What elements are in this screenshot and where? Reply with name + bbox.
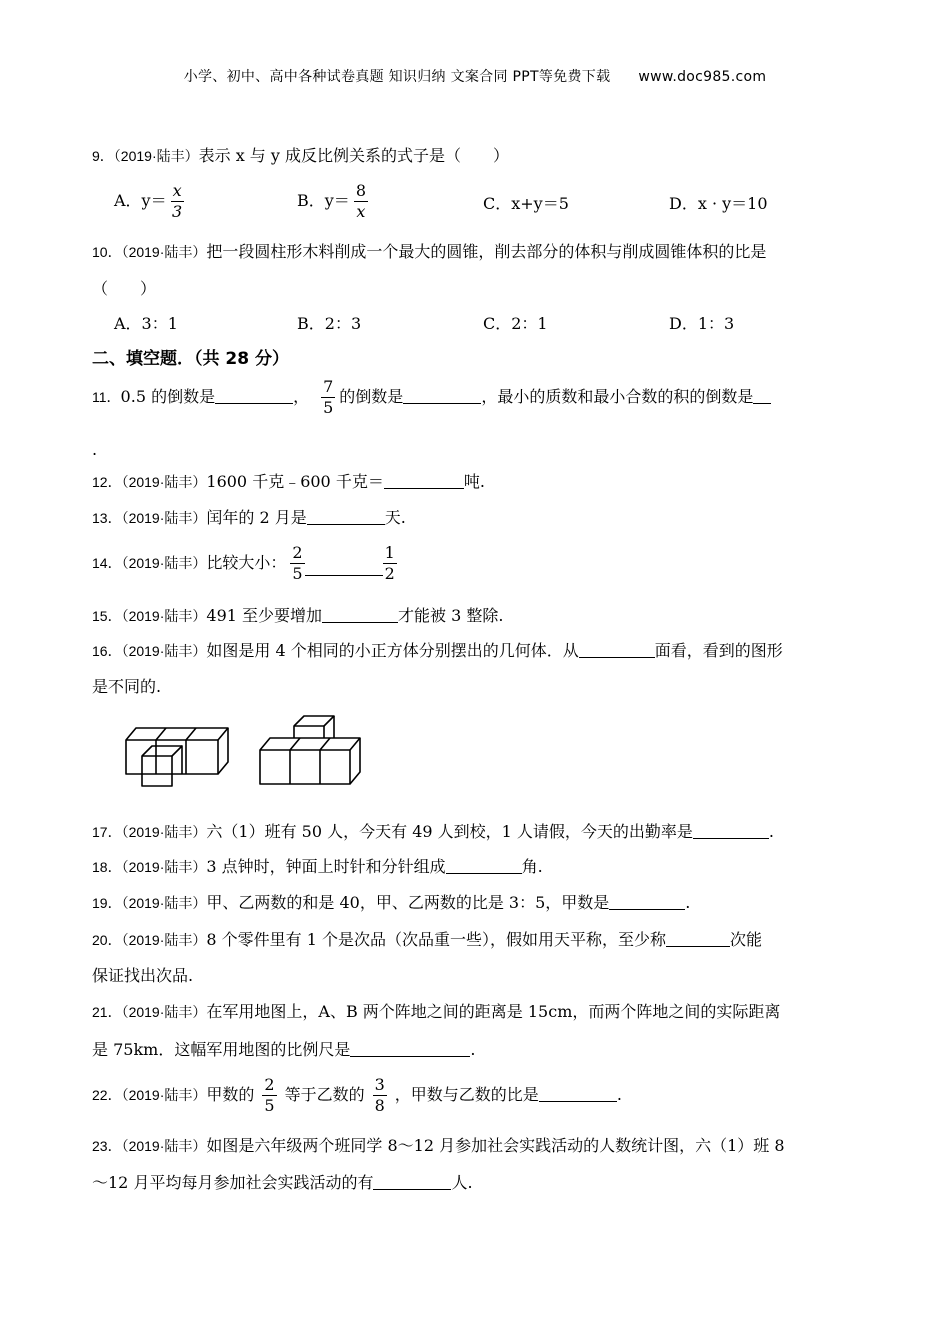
question-14 <box>92 543 862 584</box>
answer-blank[interactable] <box>215 388 293 404</box>
question-number: 14． <box>92 555 122 571</box>
source-tag: （2019·陆丰） <box>121 1004 207 1020</box>
question-16 <box>92 641 862 661</box>
question-number: 21． <box>92 1004 122 1020</box>
question-21 <box>92 1002 862 1022</box>
question-number: 17． <box>92 824 122 840</box>
question-text: 面看，看到的图形 <box>654 641 783 660</box>
question-20-line2: 保证找出次品. <box>92 966 194 985</box>
question-10 <box>92 242 862 262</box>
option-label: A．y＝ <box>114 191 167 210</box>
source-tag: （2019·陆丰） <box>121 555 207 571</box>
answer-blank[interactable] <box>305 560 383 576</box>
denominator: 8 <box>374 1096 385 1115</box>
answer-blank[interactable] <box>384 473 464 489</box>
section-title: 二、填空题．（共 28 分） <box>92 349 289 369</box>
question-text: 才能被 3 整除. <box>398 606 504 625</box>
denominator: 5 <box>292 564 303 583</box>
question-15 <box>92 606 862 626</box>
source-tag: （2019·陆丰） <box>121 244 207 260</box>
source-tag: （2019·陆丰） <box>121 932 207 948</box>
answer-blank[interactable] <box>693 823 769 839</box>
option-d: D．x · y＝10 <box>669 194 768 213</box>
question-text: 是 75km．这幅军用地图的比例尺是 <box>92 1040 351 1059</box>
question-number: 23． <box>92 1138 122 1154</box>
question-number: 13． <box>92 510 122 526</box>
answer-blank[interactable] <box>350 1041 470 1057</box>
option-a <box>114 181 188 222</box>
question-text: 在军用地图上，A、B 两个阵地之间的距离是 15cm，而两个阵地之间的实际距离 <box>206 1002 781 1021</box>
source-tag: （2019·陆丰） <box>121 474 207 490</box>
numerator: 7 <box>323 377 334 396</box>
question-text: . <box>470 1040 476 1059</box>
question-text: 甲、乙两数的和是 40，甲、乙两数的比是 3：5，甲数是 <box>206 893 610 912</box>
question-text: 表示 x 与 y 成反比例关系的式子是（ ） <box>198 146 510 165</box>
question-text: 如图是六年级两个班同学 8～12 月参加社会实践活动的人数统计图，六（1）班 8 <box>206 1136 785 1155</box>
answer-blank[interactable] <box>539 1086 617 1102</box>
question-number: 11． <box>92 389 121 405</box>
question-text: 0.5 的倒数是 <box>120 387 216 406</box>
answer-blank[interactable] <box>403 388 481 404</box>
question-text: ，最小的质数和最小合数的积的倒数是 <box>481 387 754 406</box>
question-number: 15． <box>92 608 122 624</box>
fraction <box>321 377 335 418</box>
cube-figure-1 <box>120 712 235 788</box>
question-text: 8 个零件里有 1 个是次品（次品重一些），假如用天平称，至少称 <box>206 930 667 949</box>
answer-blank[interactable] <box>579 642 655 658</box>
answer-blank[interactable] <box>373 1174 451 1190</box>
question-20 <box>92 930 862 950</box>
question-text: 六（1）班有 50 人，今天有 49 人到校，1 人请假，今天的出勤率是 <box>206 822 693 841</box>
fraction <box>290 543 304 584</box>
denominator: x <box>356 202 366 221</box>
question-number: 19． <box>92 895 122 911</box>
source-tag: （2019·陆丰） <box>113 148 199 164</box>
question-12 <box>92 472 862 492</box>
denominator: 3 <box>172 202 183 221</box>
separator: ， <box>293 387 310 406</box>
question-16-line2: 是不同的. <box>92 677 162 696</box>
question-text: 等于乙数的 <box>284 1085 365 1104</box>
question-9 <box>92 146 862 166</box>
question-number: 20． <box>92 932 122 948</box>
question-number: 9． <box>92 148 114 164</box>
source-tag: （2019·陆丰） <box>121 1087 207 1103</box>
question-number: 10． <box>92 244 122 260</box>
question-text: 如图是用 4 个相同的小正方体分别摆出的几何体．从 <box>206 641 579 660</box>
question-text: 闰年的 2 月是 <box>206 508 307 527</box>
answer-blank[interactable] <box>666 931 730 947</box>
question-13 <box>92 508 862 528</box>
source-tag: （2019·陆丰） <box>121 824 207 840</box>
question-text: ～12 月平均每月参加社会实践活动的有 <box>92 1173 374 1192</box>
question-text: 把一段圆柱形木料削成一个最大的圆锥，削去部分的体积与削成圆锥体积的比是 <box>206 242 767 261</box>
fraction <box>171 181 184 222</box>
option-c: C．x+y＝5 <box>483 194 569 213</box>
question-21-line2 <box>92 1040 862 1060</box>
question-number: 16． <box>92 643 122 659</box>
source-tag: （2019·陆丰） <box>121 895 207 911</box>
question-number: 18． <box>92 859 122 875</box>
question-text: . <box>616 1085 622 1104</box>
question-text: 比较大小： <box>206 553 287 572</box>
question-22 <box>92 1075 862 1116</box>
question-text: 甲数的 <box>206 1085 255 1104</box>
question-text: 1600 千克﹣600 千克＝ <box>206 472 384 491</box>
fraction <box>354 181 368 222</box>
option-b <box>297 181 372 222</box>
page-header <box>0 66 950 86</box>
question-text: ，甲数与乙数的比是 <box>394 1085 539 1104</box>
numerator: x <box>172 181 182 200</box>
answer-blank[interactable] <box>446 858 522 874</box>
question-text: 角. <box>521 857 543 876</box>
answer-blank[interactable] <box>307 509 385 525</box>
question-text: . <box>768 822 774 841</box>
question-text: 次能 <box>730 930 763 949</box>
option-label: B．y＝ <box>297 191 350 210</box>
source-tag: （2019·陆丰） <box>121 608 207 624</box>
fraction <box>383 543 397 584</box>
header-text: 小学、初中、高中各种试卷真题 知识归纳 文案合同 PPT等免费下载 <box>183 69 611 85</box>
answer-paren: （ ） <box>92 279 157 298</box>
question-text: 491 至少要增加 <box>206 606 323 625</box>
source-tag: （2019·陆丰） <box>121 859 207 875</box>
question-text: . <box>685 893 691 912</box>
fraction <box>262 1075 276 1116</box>
cube-figure-2 <box>254 712 369 788</box>
numerator: 2 <box>292 543 303 562</box>
question-text: 3 点钟时，钟面上时针和分针组成 <box>206 857 446 876</box>
question-number: 12． <box>92 474 122 490</box>
question-18 <box>92 857 862 877</box>
question-text: 人. <box>451 1173 473 1192</box>
source-tag: （2019·陆丰） <box>121 643 207 659</box>
question-11 <box>92 377 862 418</box>
question-17 <box>92 822 862 842</box>
denominator: 2 <box>384 564 395 583</box>
header-url[interactable]: www.doc985.com <box>638 69 767 85</box>
question-text: 天. <box>384 508 406 527</box>
numerator: 1 <box>384 543 395 562</box>
question-text: 吨. <box>463 472 485 491</box>
numerator: 8 <box>355 181 366 200</box>
denominator: 5 <box>264 1096 275 1115</box>
option-a: A．3：1 <box>114 314 178 333</box>
denominator: 5 <box>323 398 334 417</box>
numerator: 3 <box>374 1075 385 1094</box>
question-text: 的倒数是 <box>339 387 404 406</box>
numerator: 2 <box>264 1075 275 1094</box>
option-c: C．2：1 <box>483 314 548 333</box>
option-d: D．1：3 <box>669 314 735 333</box>
question-19 <box>92 893 862 913</box>
answer-blank[interactable] <box>753 388 771 404</box>
source-tag: （2019·陆丰） <box>121 510 207 526</box>
question-23-line2 <box>92 1173 862 1193</box>
question-number: 22． <box>92 1087 122 1103</box>
answer-blank[interactable] <box>609 894 685 910</box>
answer-blank[interactable] <box>322 607 398 623</box>
line-end-dot: . <box>92 440 98 459</box>
question-23 <box>92 1136 862 1156</box>
option-b: B．2：3 <box>297 314 362 333</box>
source-tag: （2019·陆丰） <box>121 1138 207 1154</box>
fraction <box>373 1075 387 1116</box>
